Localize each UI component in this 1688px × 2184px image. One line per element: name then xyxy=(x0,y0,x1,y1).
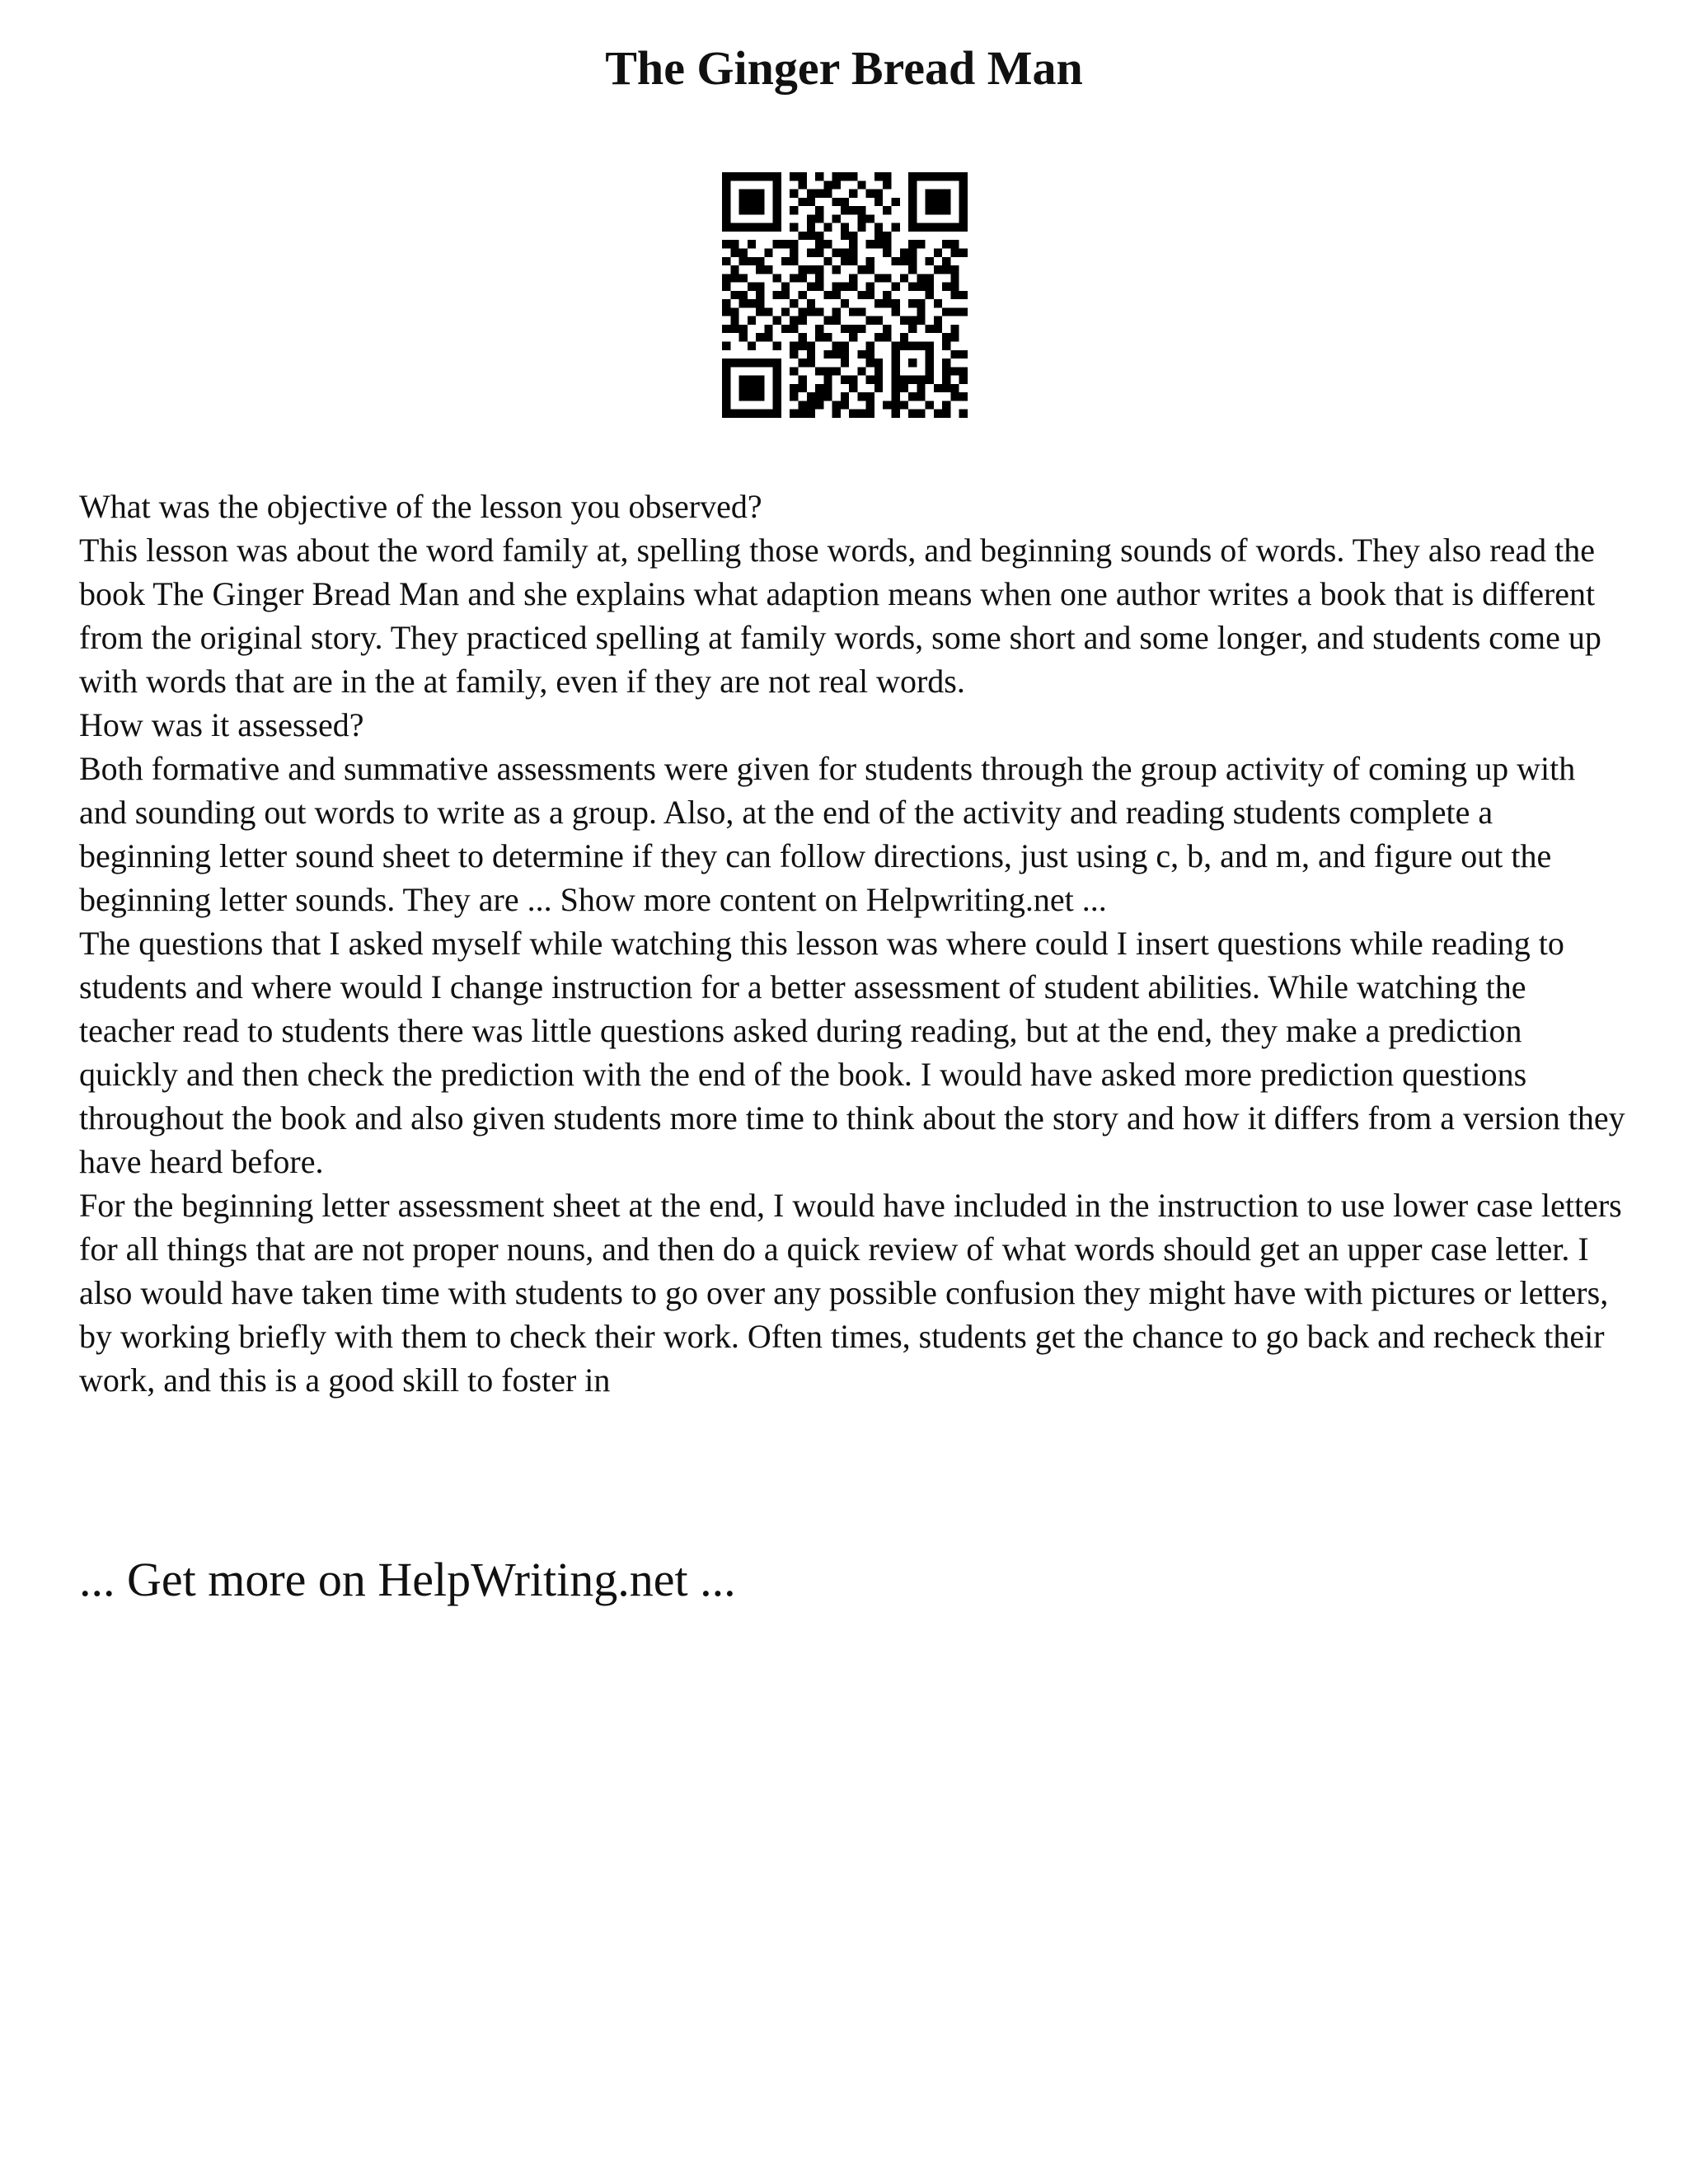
reflection-paragraph: The questions that I asked myself while watching this lesson was where could I insert questions while reading to students and where would I change instruction for a better assessment of student abilities. While watching the teacher read to students there was little questions asked during reading, but at the end, they make a prediction quickly and then check the prediction with the end of the book. I would have asked more prediction questions throughout the book and also given students more time to think about the story and how it differs from a version they have heard before. xyxy=(79,925,1625,1180)
document-body xyxy=(79,485,1629,1402)
qr-code-image xyxy=(722,172,968,418)
question-objective: What was the objective of the lesson you observed? xyxy=(79,488,762,525)
get-more-link[interactable]: ... Get more on HelpWriting.net ... xyxy=(79,1553,736,1606)
document-title: The Ginger Bread Man xyxy=(605,41,1083,95)
question-assessment: How was it assessed? xyxy=(79,706,364,743)
answer-assessment: Both formative and summative assessments were given for students through the group activity of coming up with and sounding out words to write as a group. Also, at the end of the activity and reading students complete a beginning letter sound sheet to determine if they can follow directions, just using c, b, and m, and figure out the beginning letter sounds. They are ... Show more content on Helpwriting.net ... xyxy=(79,750,1576,918)
answer-objective: This lesson was about the word family at, spelling those words, and beginning sounds of words. They also read the book The Ginger Bread Man and she explains what adaption means when one author writes a book that is different from the original story. They practiced spelling at family words, some short and some longer, and students come up with words that are in the at family, even if they are not real words. xyxy=(79,532,1601,700)
reflection-paragraph-continued: For the beginning letter assessment sheet at the end, I would have included in the instruction to use lower case letters for all things that are not proper nouns, and then do a quick review of what words should get an upper case letter. I also would have taken time with students to go over any possible confusion they might have with pictures or letters, by working briefly with them to check their work. Often times, students get the chance to go back and recheck their work, and this is a good skill to foster in xyxy=(79,1187,1622,1399)
